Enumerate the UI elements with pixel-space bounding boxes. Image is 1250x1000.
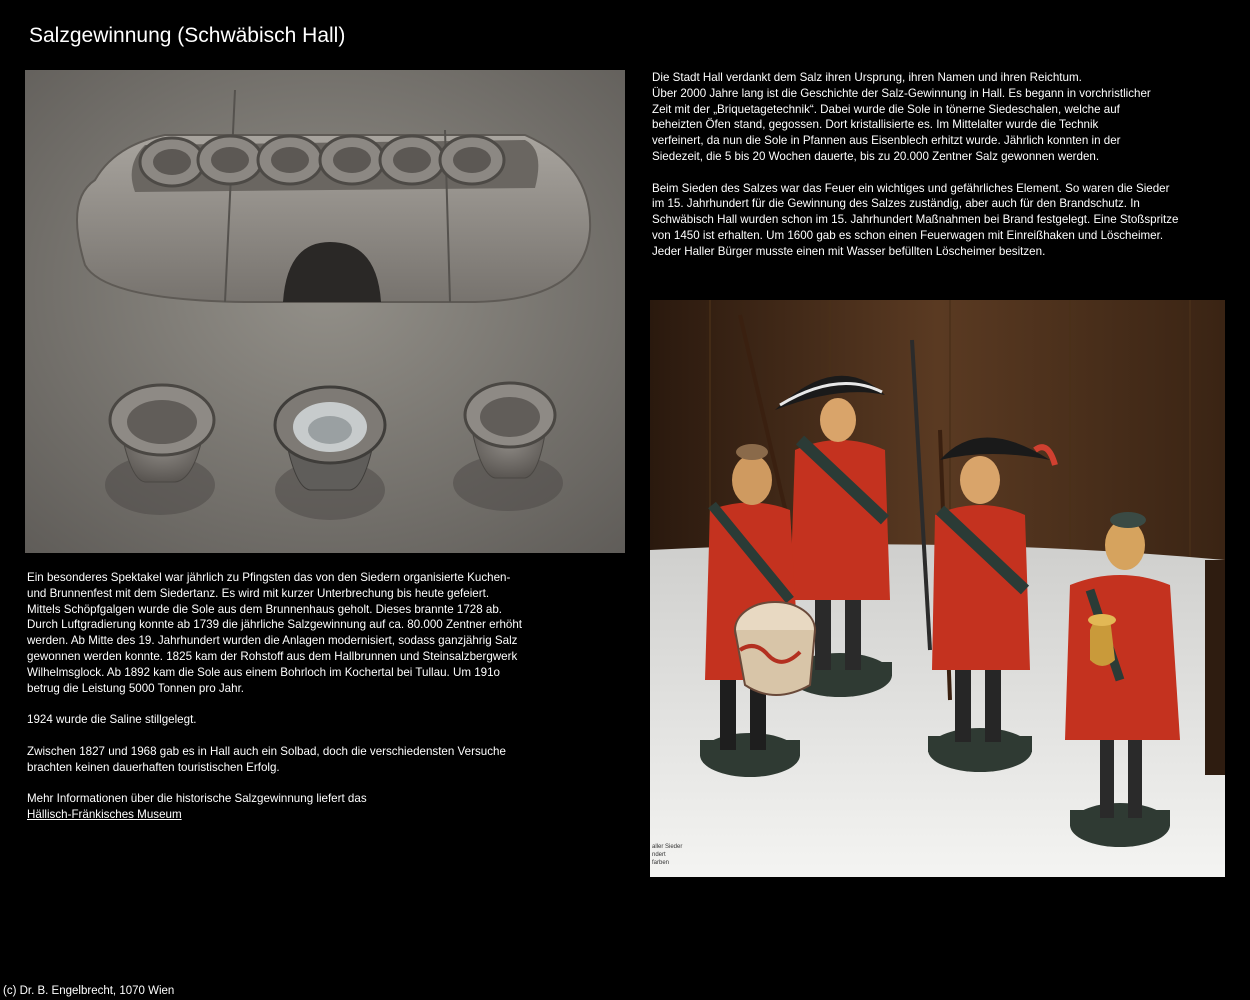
intro-paragraph-1: Die Stadt Hall verdankt dem Salz ihren Ursprung, ihren Namen und ihren Reichtum. Über 2000 Jahre lang ist die Geschichte der Salz-Gewinnung in Hall. Es begann in vorchristlicher Zeit mit der „Briquetagetechnik“. Dabei wurde die Sole in tönerne Siedeschalen, welche auf beheizten Öfen stand, gegossen. Dort kristallisierte es. Im Mittelalter wurde die Technik verfeinert, da nun die Sole in Pfannen aus Eisenblech erhitzt wurde. Jährlich konnten in der Siedezeit, die 5 bis 20 Wochen dauerte, bis zu 20.000 Zentner Salz gewonnen werden. xyxy=(652,71,1151,163)
history-paragraph-3: Zwischen 1827 und 1968 gab es in Hall auch ein Solbad, doch die verschiedensten Versuche brachten keinen dauerhaften touristischen Erfolg. xyxy=(27,744,506,774)
museum-link[interactable]: Hällisch-Fränkisches Museum xyxy=(27,807,182,821)
history-paragraph-1: Ein besonderes Spektakel war jährlich zu Pfingsten das von den Siedern organisierte Kuchen- und Brunnenfest mit dem Siedertanz. Es wird mit kurzer Unterbrechung bis heute gefeiert. Mittels Schöpfgalgen wurde die Sole aus dem Brunnenhaus geholt. Dieses brannte 1728 ab. Durch Luftgradierung konnte ab 1739 die jährliche Salzgewinnung auf ca. 80.000 Zentner erhöht werden. Ab Mitte des 19. Jahrhundert wurden die Anlagen modernisiert, sodass ganzjährig Salz gewonnen werden konnte. 1825 kam der Rohstoff aus dem Hallbrunnen und Steinsalzbergwerk Wilhelmsglock. Ab 1892 kam die Sole aus einem Bohrloch im Kochertal bei Tullau. Um 191o betrug die Leistung 5000 Tonnen pro Jahr. xyxy=(27,571,523,695)
copyright-footer: (c) Dr. B. Engelbrecht, 1070 Wien xyxy=(3,985,175,997)
salt-boiler-figurines-photo-icon xyxy=(650,300,1225,877)
briquetage-oven-photo-icon xyxy=(25,70,625,553)
figurines-photo xyxy=(650,300,1225,877)
figure-caption-line-3: farben xyxy=(652,860,670,866)
page-title: Salzgewinnung (Schwäbisch Hall) xyxy=(29,24,346,47)
figure-caption-line-1: aller Sieder xyxy=(652,844,683,850)
history-paragraph-2: 1924 wurde die Saline stillgelegt. xyxy=(27,713,197,727)
history-text xyxy=(27,570,547,823)
intro-paragraph-2: Beim Sieden des Salzes war das Feuer ein wichtiges und gefährliches Element. So waren die Sieder im 15. Jahrhundert für die Gewinnung des Salzes zuständig, aber auch für den Brandschutz. In Schwäbisch Hall wurden schon im 15. Jahrhundert Maßnahmen bei Brand festgelegt. Eine Stoßspritze von 1450 ist erhalten. Um 1600 gab es schon einen Feuerwagen mit Einreißhaken und Löscheimer. Jeder Haller Bürger musste einen mit Wasser befüllten Löscheimer besitzen. xyxy=(652,181,1179,258)
oven-model-photo xyxy=(25,70,625,553)
intro-text xyxy=(652,70,1212,260)
figure-caption-line-2: ndert xyxy=(652,852,666,858)
history-paragraph-4: Mehr Informationen über die historische Salzgewinnung liefert das Hällisch-Fränkisches Museum xyxy=(27,792,367,821)
